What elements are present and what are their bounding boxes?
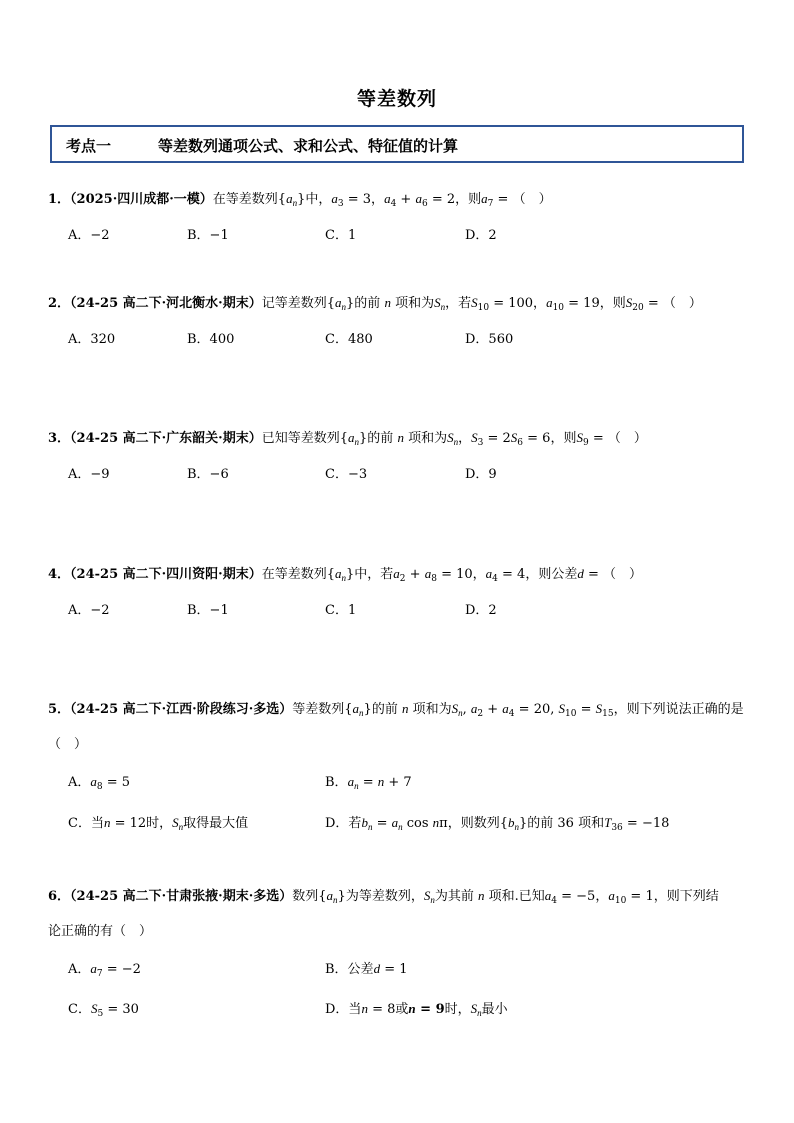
question-5: 5．（24-25 高二下·江西·阶段练习·多选）等差数列$\{a_n\}$的前 n 项和为$S_n$, $a_2 + a_4 = 20$, $S_{10} = S_{15}$，则下列说法正确的是 (48, 701, 744, 719)
option-b[interactable]: B．公差d = 1 (325, 961, 408, 977)
option-a[interactable]: A．−2 (68, 228, 110, 243)
option-b[interactable]: B．$a_n = n + 7$ (325, 774, 412, 791)
section-name: 等差数列通项公式、求和公式、特征值的计算 (158, 137, 459, 155)
option-b[interactable]: B．−1 (187, 603, 229, 618)
question-5-continuation: （ ） (48, 737, 88, 752)
option-b[interactable]: B．−1 (187, 228, 229, 243)
option-b[interactable]: B．−6 (187, 467, 229, 482)
option-c[interactable]: C．−3 (325, 467, 368, 482)
question-source: （24-25 高二下·甘肃张掖·期末·多选） (70, 889, 293, 904)
question-source: （2025·四川成都·一模） (70, 192, 213, 207)
option-d[interactable]: D．2 (465, 603, 497, 618)
question-number: 4． (48, 567, 71, 582)
option-d[interactable]: D．2 (465, 228, 497, 243)
option-c[interactable]: C．480 (325, 332, 373, 347)
option-a[interactable]: A．320 (68, 332, 116, 347)
section-label: 考点一 (66, 137, 112, 155)
option-b[interactable]: B．400 (187, 332, 235, 347)
option-a[interactable]: A．$a_8 = 5$ (68, 774, 131, 792)
question-source: （24-25 高二下·广东韶关·期末） (70, 431, 262, 446)
option-a[interactable]: A．−2 (68, 603, 110, 618)
option-c[interactable]: C．1 (325, 603, 357, 618)
option-a[interactable]: A．−9 (68, 467, 110, 482)
question-6: 6．（24-25 高二下·甘肃张掖·期末·多选）数列$\{a_n\}$为等差数列，$S_n$为其前 n 项和.已知$a_4 = -5$，$a_{10} = 1$，则下列结 (48, 888, 719, 906)
question-3: 3．（24-25 高二下·广东韶关·期末）已知等差数列$\{a_n\}$的前 n 项和为$S_n$，$S_3 = 2S_6 = 6$，则$S_9$ = （ ） (48, 430, 647, 448)
option-a[interactable]: A．$a_7 = -2$ (68, 961, 141, 979)
question-1: 1．（2025·四川成都·一模）在等差数列$\{a_n\}$中，$a_3 = 3$，$a_4 + a_6 = 2$，则$a_7$ = （ ） (48, 191, 552, 209)
question-number: 1． (48, 192, 71, 207)
option-c[interactable]: C．1 (325, 228, 357, 243)
question-4: 4．（24-25 高二下·四川资阳·期末）在等差数列$\{a_n\}$中，若$a_2 + a_8 = 10$，$a_4 = 4$，则公差d = （ ） (48, 566, 643, 584)
question-6-continuation: 论正确的有（ ） (48, 924, 153, 939)
question-source: （24-25 高二下·四川资阳·期末） (70, 567, 262, 582)
question-2: 2．（24-25 高二下·河北衡水·期末）记等差数列$\{a_n\}$的前 n 项和为$S_n$，若$S_{10} = 100$，$a_{10} = 19$，则$S_{20}$ = （ ） (48, 295, 702, 313)
option-c[interactable]: C．$S_5 = 30$ (68, 1001, 139, 1019)
question-number: 2． (48, 296, 71, 311)
question-source: （24-25 高二下·河北衡水·期末） (70, 296, 262, 311)
option-d[interactable]: D．若$b_n = a_n$ cos nπ，则数列$\{b_n\}$的前 36 项和$T_{36} = -18$ (325, 815, 670, 833)
question-number: 3． (48, 431, 71, 446)
section-header-box (50, 125, 744, 163)
page-title: 等差数列 (356, 88, 437, 110)
option-d[interactable]: D．560 (465, 332, 514, 347)
question-number: 6． (48, 889, 71, 904)
question-number: 5． (48, 702, 71, 717)
option-c[interactable]: C．当n = 12时，$S_n$取得最大值 (68, 815, 249, 832)
question-source: （24-25 高二下·江西·阶段练习·多选） (70, 702, 293, 717)
option-d[interactable]: D．当n = 8或n = 9时，$S_n$最小 (325, 1001, 508, 1018)
option-d[interactable]: D．9 (465, 467, 497, 482)
